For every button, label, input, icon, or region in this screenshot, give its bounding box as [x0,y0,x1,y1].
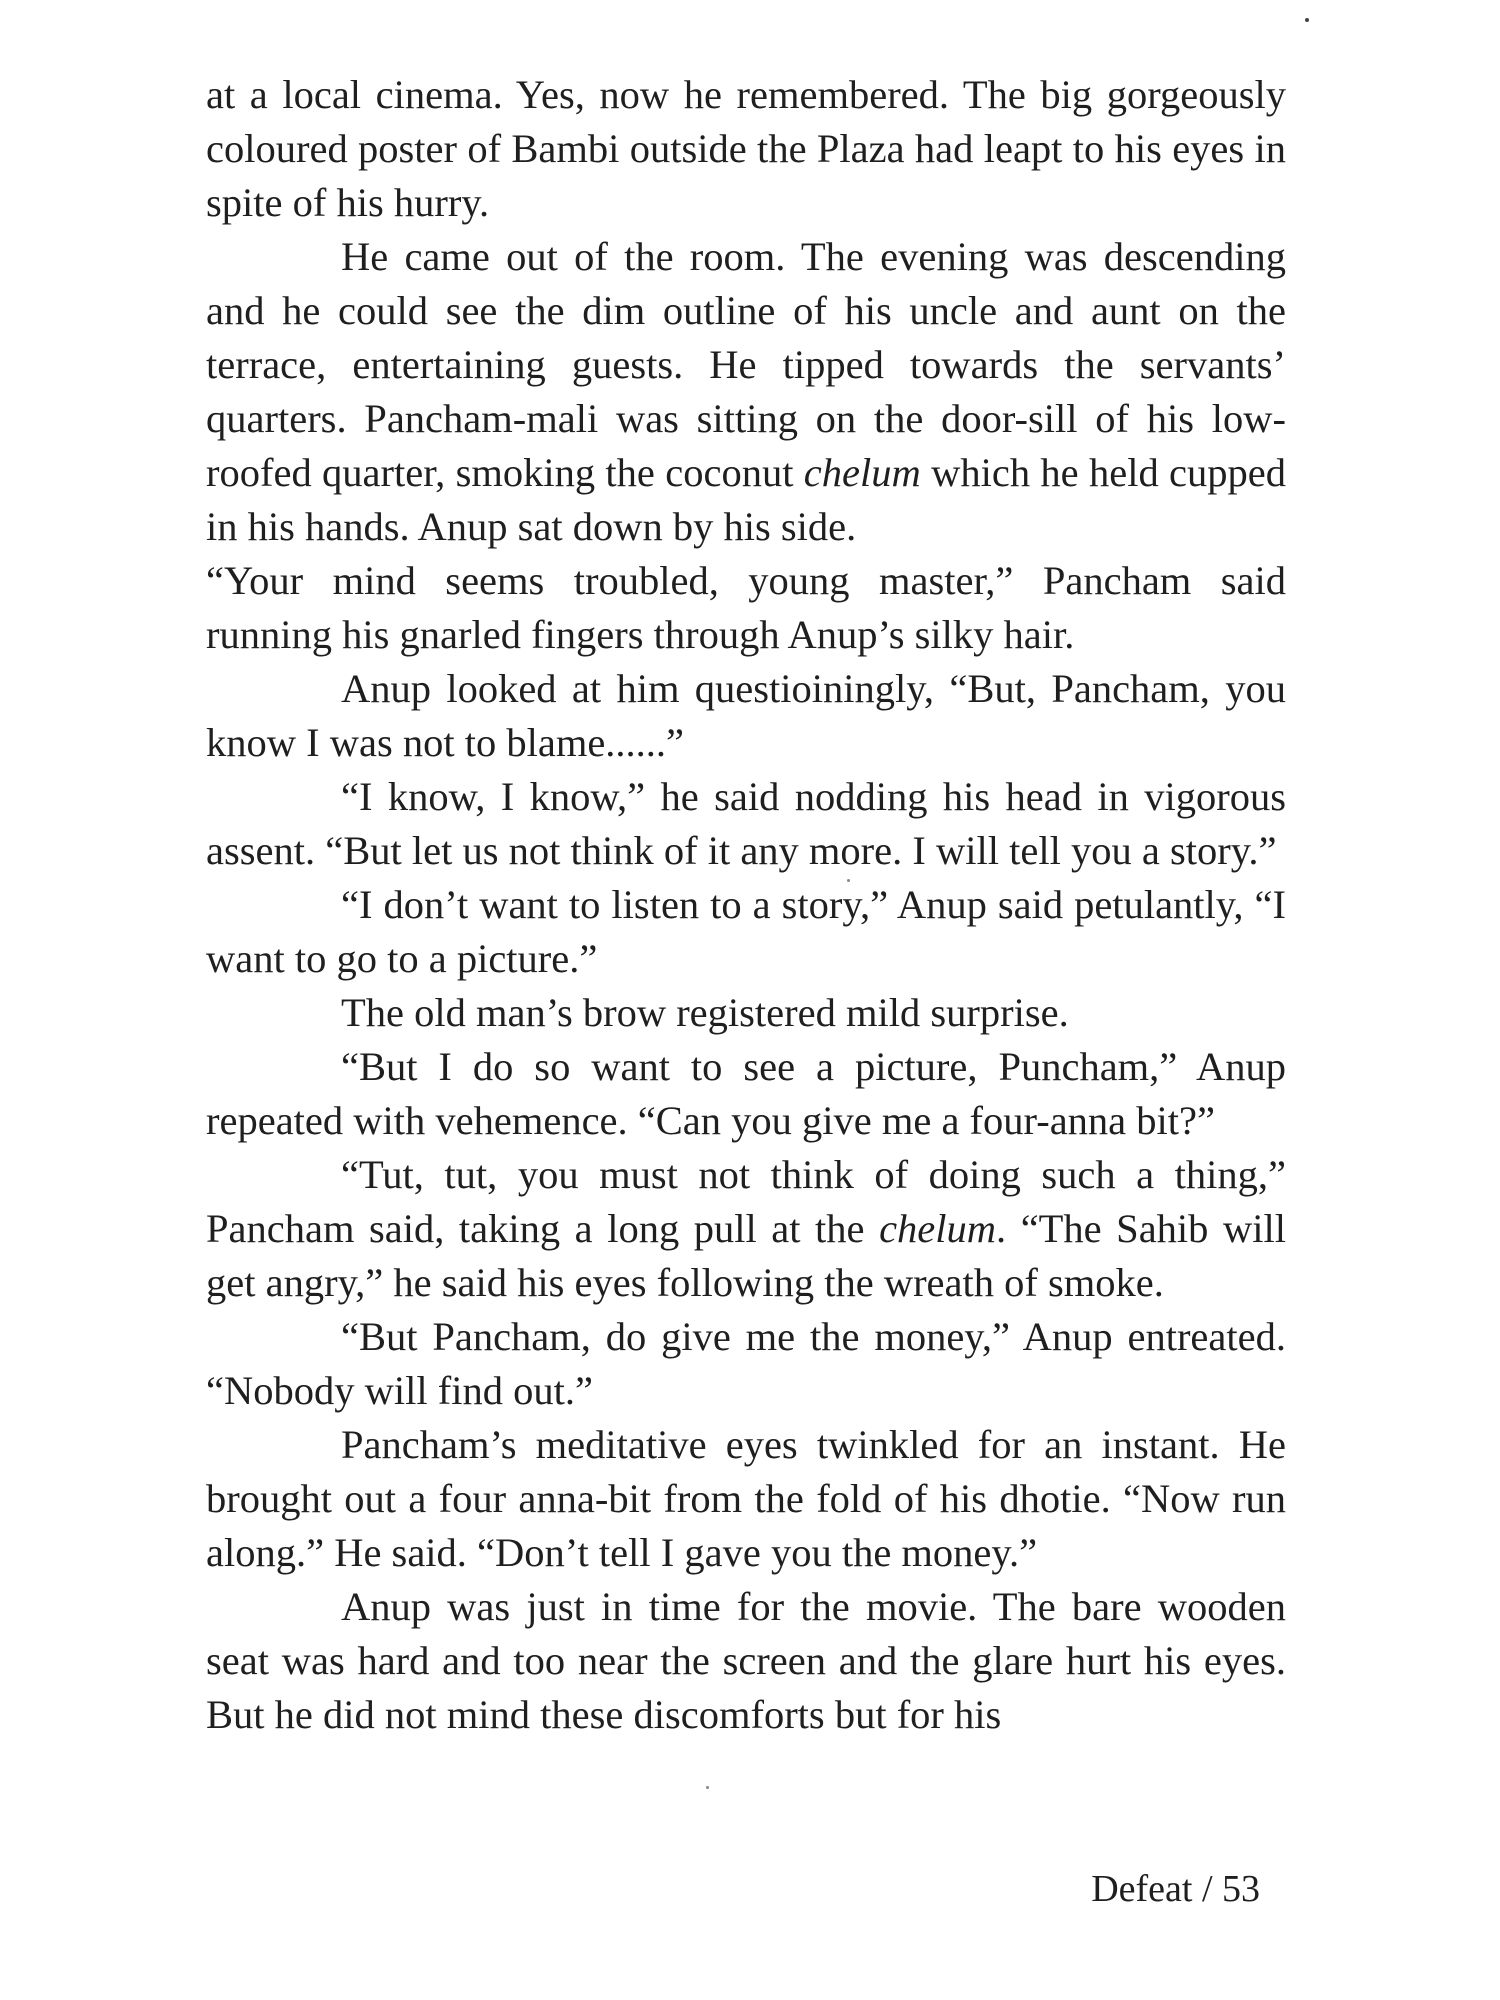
paragraph [206,1040,1286,1148]
paragraph [206,554,1286,662]
text-segment: “But I do so want to see a picture, Puncham,” Anup repeated with vehemence. “Can you give me a four-anna bit?” [206,1044,1286,1143]
text-segment: “I know, I know,” he said nodding his head in vigorous assent. “But let us not think of it any more. I will tell you a story.” [206,774,1286,873]
text-segment: “But Pancham, do give me the money,” Anup entreated. “Nobody will find out.” [206,1314,1286,1413]
italic-term: chelum [879,1206,997,1251]
text-segment: “I don’t want to listen to a story,” Anup said petulantly, “I want to go to a picture.” [206,882,1286,981]
italic-term: chelum [803,450,921,495]
text-segment: He came out of the room. The evening was descending and he could see the dim outline of his uncle and aunt on the terrace, entertaining guests. He tipped towards the servants’ quarters. Pancham-mali was sitting on the door-sill of his low-roofed quarter, smoking the coconut [206,234,1286,495]
paragraph [206,986,1286,1040]
scan-speck [706,1786,709,1789]
text-segment: Anup looked at him questioiningly, “But, Pancham, you know I was not to blame......” [206,666,1286,765]
paragraph [206,1418,1286,1580]
text-segment: Pancham’s meditative eyes twinkled for an instant. He brought out a four anna-bit from the fold of his dhotie. “Now run along.” He said. “Don’t tell I gave you the money.” [206,1422,1286,1575]
text-segment: “Tut, tut, you must not think of doing such a thing,” Pancham said, taking a long pull at the [206,1152,1286,1251]
paragraph [206,1580,1286,1742]
paragraph [206,1310,1286,1418]
paragraph [206,770,1286,878]
paragraph [206,662,1286,770]
page-footer [1091,1866,1260,1912]
text-segment: Anup was just in time for the movie. The bare wooden seat was hard and too near the screen and the glare hurt his eyes. But he did not mind these discomforts but for his [206,1584,1286,1737]
paragraph [206,68,1286,230]
paragraph [206,230,1286,554]
text-segment: “Your mind seems troubled, young master,” Pancham said running his gnarled fingers through Anup’s silky hair. [206,558,1286,657]
paragraph [206,878,1286,986]
scan-speck [847,879,850,882]
text-segment: . “The Sahib will get angry,” he said his eyes following the wreath of smoke. [206,1206,1286,1305]
scan-speck [1305,18,1309,22]
text-segment: The old man’s brow registered mild surprise. [341,990,1069,1035]
text-segment: which he held cupped in his hands. Anup sat down by his side. [206,450,1286,549]
paragraph [206,1148,1286,1310]
text-segment: at a local cinema. Yes, now he remembered. The big gorgeously coloured poster of Bambi outside the Plaza had leapt to his eyes in spite of his hurry. [206,72,1286,225]
running-title-and-page-number: Defeat / 53 [1091,1868,1260,1910]
body-text [206,68,1286,1742]
